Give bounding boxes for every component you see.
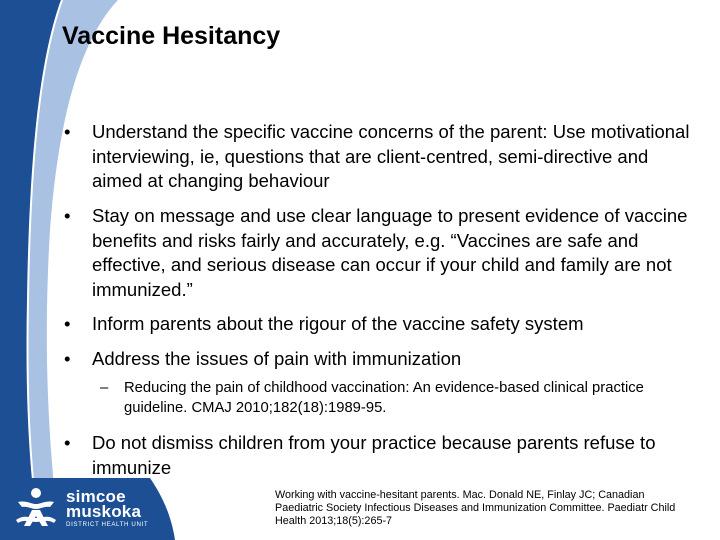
bullet-marker: • [64,348,71,369]
bullet-item [62,120,690,194]
sub-bullet-marker: – [100,380,109,396]
sub-bullet-item [100,378,690,418]
logo-name-line1: simcoe [66,487,126,506]
bullet-text: Inform parents about the rigour of the vaccine safety system [92,313,584,334]
bullet-text: Stay on message and use clear language to present evidence of vaccine benefits and risks fairly and accurately, e.g. “Vaccines are safe and effective, and serious disease can occur if your child and family are not immunized.” [92,205,688,300]
bullet-text: Address the issues of pain with immunization [92,348,462,369]
logo-name-line2: muskoka [66,502,142,521]
sub-bullet-text: Reducing the pain of childhood vaccination: An evidence-based clinical practice guideline. CMAJ 2010;182(18):1989-95. [124,380,644,416]
slide-title: Vaccine Hesitancy [62,22,281,50]
bullet-text: Understand the specific vaccine concerns of the parent: Use motivational interviewing, ie, questions that are client-centred, semi-directive and aimed at changing behaviour [92,121,690,191]
bullet-item [62,347,690,372]
bullet-item [62,204,690,302]
bullet-text: Do not dismiss children from your practice because parents refuse to immunize [92,432,656,478]
bullet-marker: • [64,205,71,226]
bullet-marker: • [64,432,71,453]
bullet-item [62,312,690,337]
bullet-item [62,431,690,480]
bullet-marker: • [64,313,71,334]
health-unit-logo [8,484,168,532]
logo-unit-label: DISTRICT HEALTH UNIT [66,521,149,528]
citation: Working with vaccine-hesitant parents. Mac. Donald NE, Finlay JC; Canadian Paediatric Society Infectious Diseases and Immunization Committee. Paediatr Child Health 2013;18(5):265-7 [275,489,676,527]
bullet-marker: • [64,121,71,142]
logo-figure-icon [14,486,58,528]
